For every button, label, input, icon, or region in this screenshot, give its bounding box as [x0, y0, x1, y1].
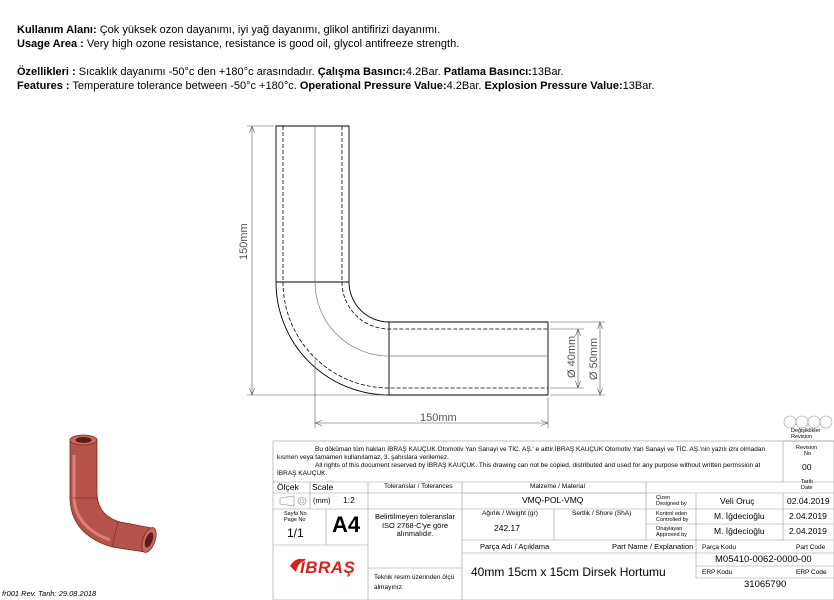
- erp-code: 31065790: [744, 579, 787, 590]
- company-logo: İBRAŞ: [300, 558, 356, 577]
- copyright-en: All rights of this document reserved by İBRAŞ KAUÇUK. This drawing can not be copied, distributed and used for any purpose without written permssion at İBRAŞ KAUÇUK.: [277, 462, 761, 477]
- approved-label-tr: Onaylayan: [656, 526, 683, 532]
- date-label-en: Date: [801, 485, 813, 491]
- sheet-label-tr: Sayfa No: [284, 511, 307, 517]
- copyright-tr: Bu döküman tüm hakları İBRAŞ KAUÇUK Otomotiv Yan Sanayi ve TİC. AŞ.' e aittir.İBRAŞ KAUÇUK Otomotiv Yan Sanayi ve TİC. AŞ.'nin yazılı izni olmadan kısmen veya tamamen kullanılamaz, 3. şahıslara verilemez.: [277, 446, 766, 461]
- erp-label-tr: ERP Kodu: [702, 569, 733, 576]
- scale-value: 1:2: [343, 495, 355, 505]
- print-note: Teknik resim üzerinden ölçü almayınız.: [374, 574, 455, 591]
- inner-diameter-label: Ø 40mm: [566, 335, 578, 378]
- revision-title-tr: Değişiklikler: [791, 428, 821, 434]
- erp-label-en: ERP Code: [796, 569, 827, 576]
- sheet-label-en: Page No: [284, 517, 306, 523]
- approved-label-en: Approved by: [656, 532, 687, 538]
- checked-label-tr: Kontrol eden: [656, 511, 688, 517]
- revision-no-label-tr: Revision: [796, 445, 818, 451]
- revision-no-label-en: No: [804, 451, 812, 457]
- usage-area-en: Usage Area : Very high ozone resistance, resistance is good oil, glycol antifreeze strength.: [17, 38, 460, 50]
- scale-unit: (mm): [313, 496, 331, 505]
- tolerances-text: Belirtilmeyen toleranslar ISO 2768-C'ye göre alınmalıdır.: [374, 512, 456, 539]
- drawn-label-en: Designed by: [656, 501, 687, 507]
- checked-date: 2.04.2019: [789, 511, 827, 521]
- weight-label: Ağırlık / Weight (gr): [482, 510, 538, 517]
- checked-label-en: Controlled by: [656, 517, 689, 523]
- drawn-date: 02.04.2019: [787, 496, 830, 506]
- width-dimension-label: 150mm: [420, 412, 457, 424]
- outer-diameter-label: Ø 50mm: [588, 337, 600, 380]
- scale-label-tr: Ölçek: [277, 482, 299, 492]
- features-tr: Özellikleri : Sıcaklık dayanımı -50°c den +180°c arasındadır. Çalışma Basıncı:4.2Bar. Patlama Basıncı:13Bar.: [17, 66, 564, 78]
- date-label-tr: Tarih: [801, 479, 813, 485]
- drawn-label-tr: Çizen: [656, 495, 671, 501]
- part-name-label-tr: Parça Adı / Açıklama: [480, 542, 550, 551]
- height-dimension-label: 150mm: [238, 223, 250, 260]
- approved-date: 2.04.2019: [789, 526, 827, 536]
- material-label: Malzeme / Material: [530, 483, 585, 490]
- hardness-label: Sertlik / Shore (ShA): [572, 510, 632, 517]
- tolerances-label: Toleranslar / Tolerances: [384, 483, 453, 490]
- revision-value: 00: [802, 462, 812, 472]
- hose-3d-preview: [70, 435, 159, 554]
- form-revision: fr001 Rev. Tarih: 29.08.2018: [2, 589, 97, 598]
- revision-title-en: Revision: [791, 434, 813, 440]
- part-code-label-tr: Parça Kodu: [702, 544, 736, 551]
- material-value: VMQ-POL-VMQ: [522, 495, 584, 505]
- approved-by: M. İğdecioğlu: [714, 526, 765, 536]
- part-code: M05410-0062-0000-00: [715, 554, 812, 565]
- drawn-by: Veli Oruç: [720, 496, 755, 506]
- sheet-value: 1/1: [287, 526, 304, 540]
- features-en: Features : Temperature tolerance between -50°c +180°c. Operational Pressure Value:4.2Bar. Explosion Pressure Value:13Bar.: [17, 80, 655, 92]
- checked-by: M. İğdecioğlu: [714, 511, 765, 521]
- projection-symbol: [280, 496, 306, 506]
- weight-value: 242.17: [494, 523, 520, 533]
- part-code-label-en: Part Code: [796, 544, 826, 551]
- scale-label-en: Scale: [312, 482, 334, 492]
- usage-area-tr: Kullanım Alanı: Çok yüksek ozon dayanımı, iyi yağ dayanımı, glikol antifirizi dayanımı.: [17, 24, 441, 36]
- paper-size: A4: [332, 512, 361, 537]
- part-name-label-en: Part Name / Explanation: [612, 542, 694, 551]
- part-name: 40mm 15cm x 15cm Dirsek Hortumu: [471, 565, 666, 579]
